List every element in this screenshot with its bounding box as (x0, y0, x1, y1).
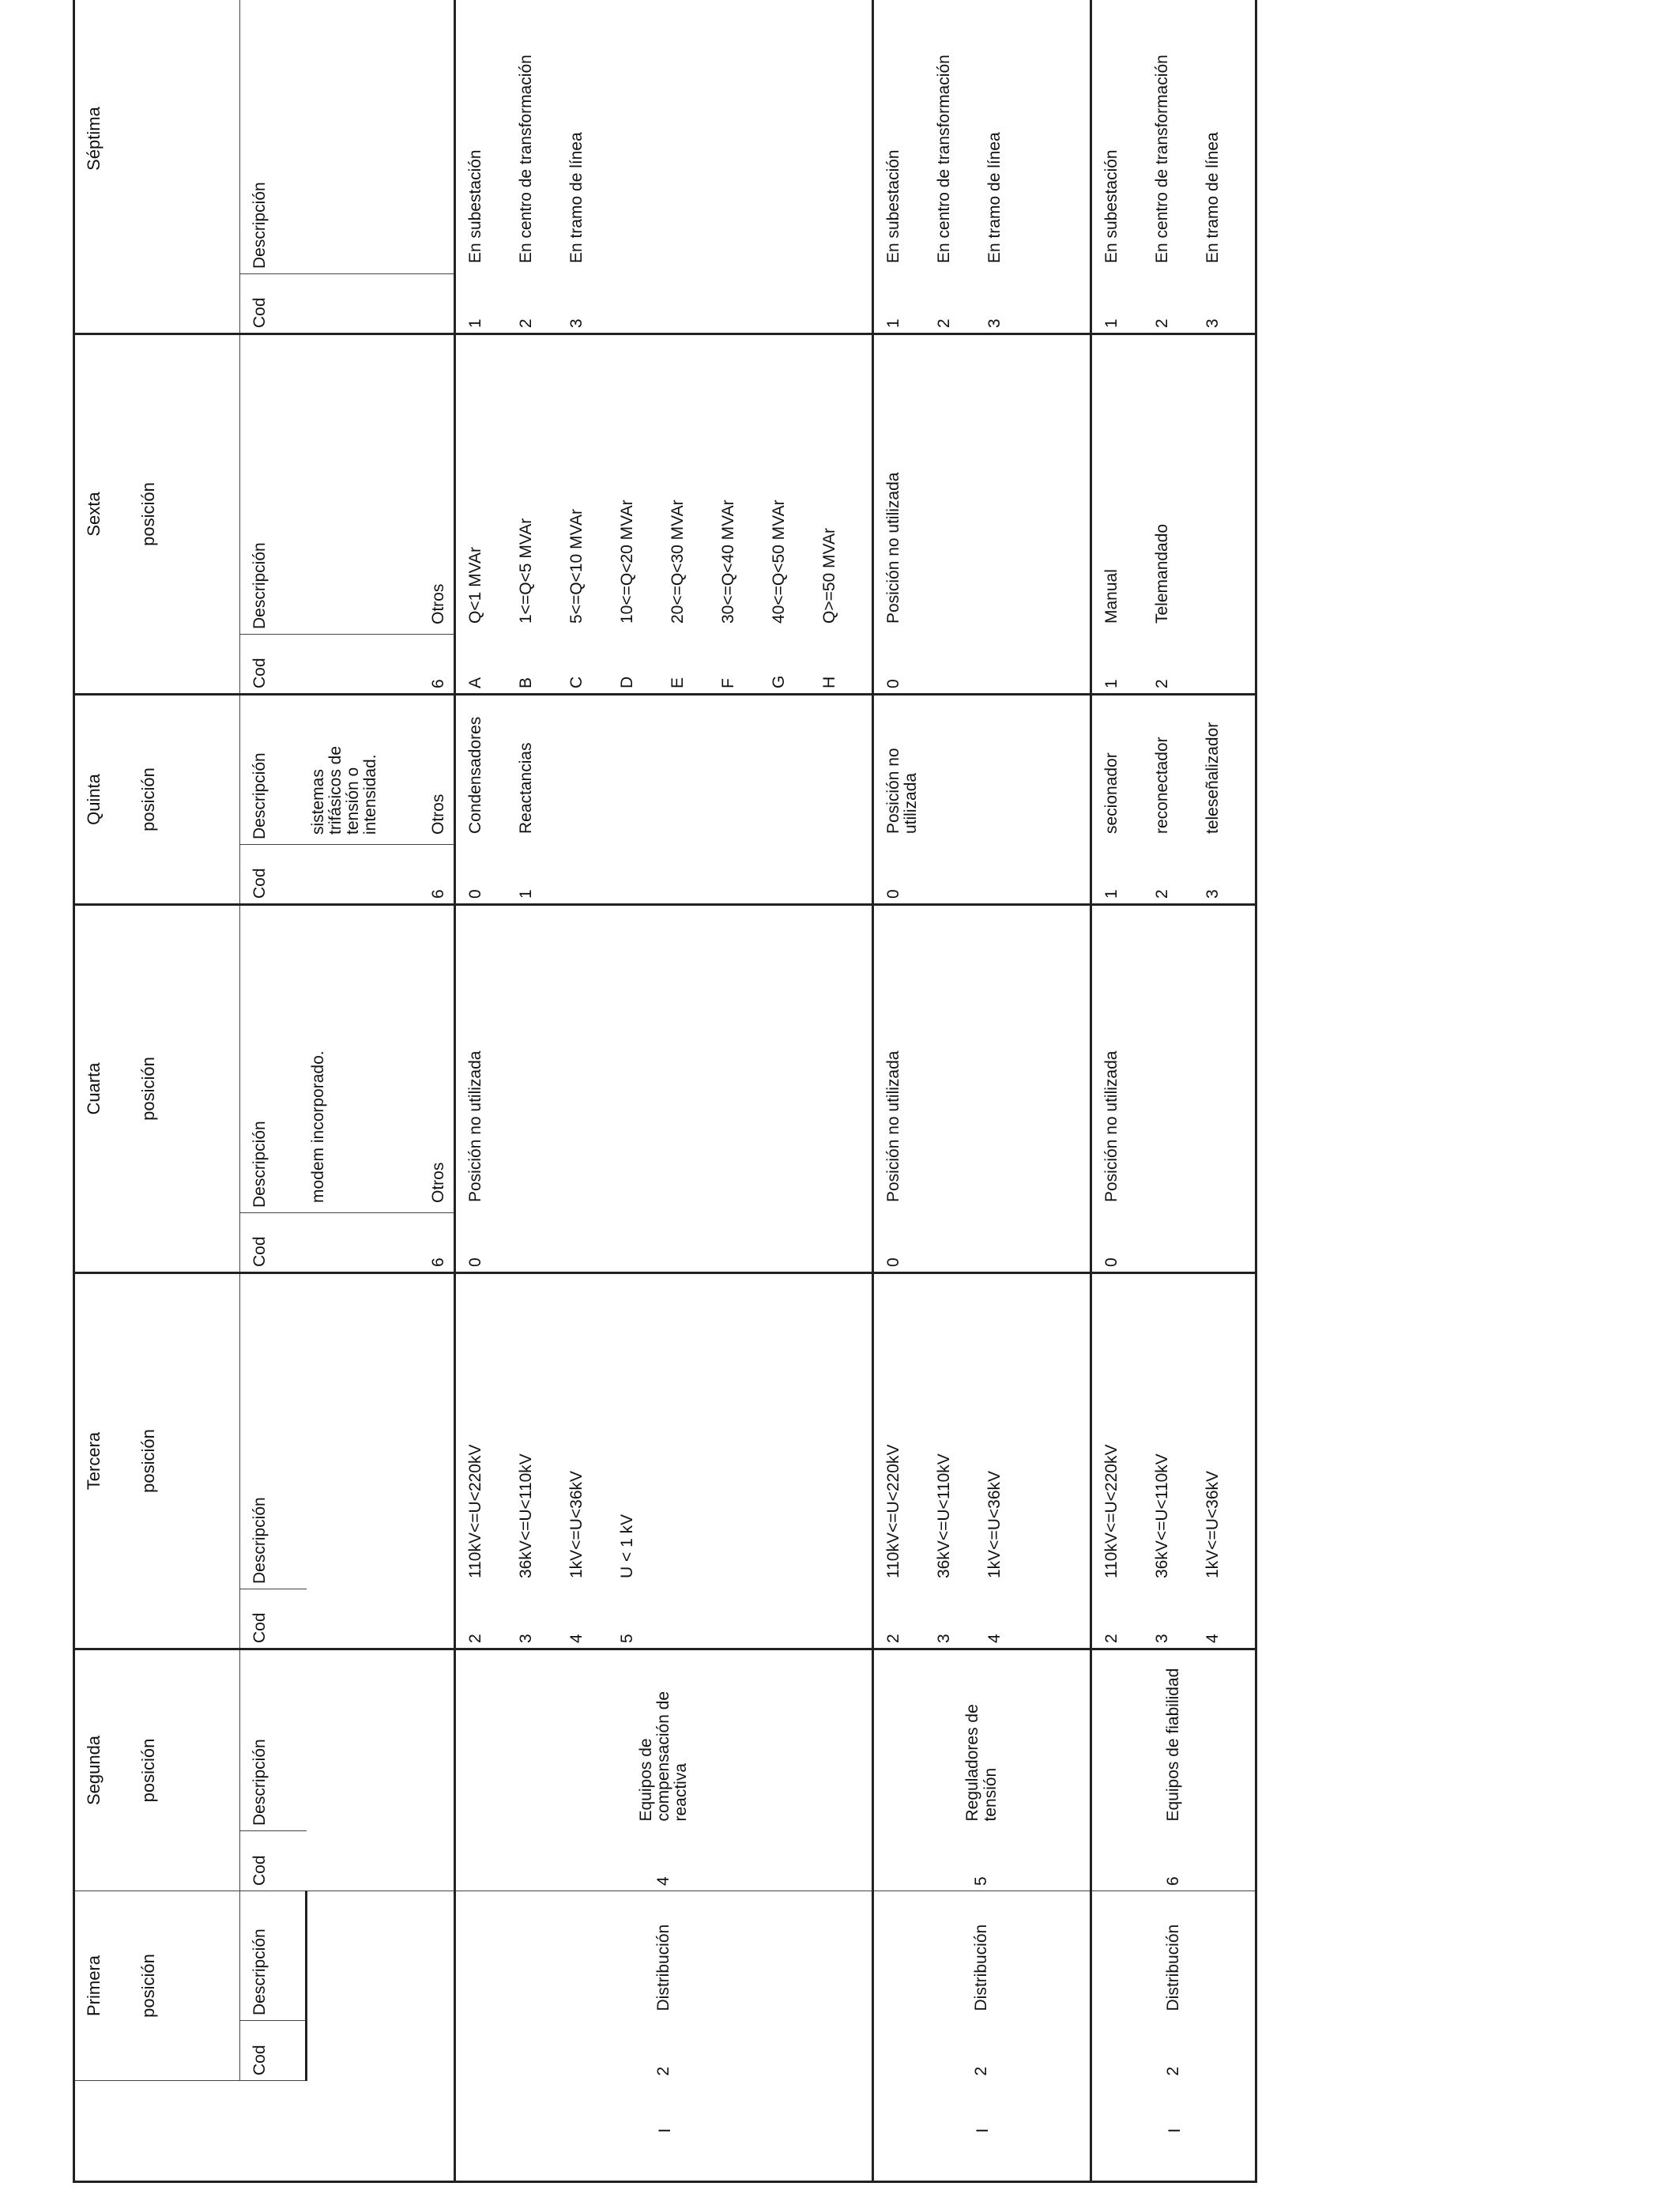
sexta-otros-code: 6 (428, 679, 447, 688)
septima-item-code: 2 (1153, 319, 1171, 328)
sexta-item (720, 335, 770, 693)
septima-list (455, 0, 873, 334)
sexta-list (873, 334, 1091, 695)
sexta-item-desc: Telemandado (1153, 523, 1171, 624)
sexta-item-code: D (618, 676, 636, 688)
col-desc: Descripción (240, 695, 307, 845)
table-row-group-3 (1091, 0, 1256, 2182)
sexta-item-code: B (517, 677, 535, 688)
quinta-item (1154, 696, 1204, 903)
septima-item (986, 0, 1037, 333)
cuarta-item-desc: Posición no utilizada (1102, 1050, 1121, 1202)
tercera-item-desc: 110kV<=U<220kV (884, 1444, 902, 1578)
header-sexta: Sexta posición (74, 334, 240, 695)
septima-item-desc: En centro de transformación (935, 55, 953, 263)
sexta-item-desc: 30<=Q<40 MVAr (719, 499, 737, 624)
header-row-columns (240, 0, 307, 2182)
col-cod: Cod (240, 1589, 307, 1649)
bar-marker: I (1091, 2081, 1256, 2182)
cuarta-continuation-text: modem incorporado. (308, 1050, 327, 1203)
header-primera: Primera posición (74, 1891, 240, 2081)
quinta-item (874, 696, 936, 903)
sexta-item-desc: Posición no utilizada (884, 472, 902, 624)
sexta-item-desc: 20<=Q<30 MVAr (669, 499, 687, 624)
tercera-item (936, 1274, 986, 1648)
septima-list (873, 0, 1091, 334)
tercera-item-code: 2 (884, 1634, 902, 1643)
sexta-item (568, 335, 619, 693)
p2-code: 5 (873, 1831, 1091, 1891)
header-segunda: Segunda posición (74, 1649, 240, 1891)
tercera-item-desc: 1kV<=U<36kV (985, 1470, 1004, 1578)
bar-header (74, 2081, 240, 2182)
sexta-item-code: 0 (884, 679, 902, 688)
sexta-item-desc: 5<=Q<10 MVAr (567, 509, 586, 624)
septima-list (1091, 0, 1256, 334)
col-desc: Descripción (240, 1273, 307, 1589)
quinta-item-desc: secionador (1102, 752, 1121, 834)
quinta-item (1204, 696, 1255, 903)
p1-desc: Distribución (455, 1891, 873, 2021)
header-septima: Séptima (74, 0, 240, 334)
quinta-item-code: 0 (884, 889, 902, 899)
sexta-item-desc: Manual (1102, 569, 1121, 624)
quinta-item-code: 3 (1203, 889, 1222, 899)
sexta-list (455, 334, 873, 695)
septima-item-code: 1 (1102, 319, 1121, 328)
tercera-item-desc: 36kV<=U<110kV (517, 1453, 535, 1578)
tercera-item-code: 4 (567, 1634, 586, 1643)
p2-desc: Reguladores de tensión (873, 1649, 1091, 1831)
p1-code: 2 (455, 2021, 873, 2081)
col-cod: Cod (240, 1831, 307, 1891)
p2-desc: Equipos de fiabilidad (1091, 1649, 1256, 1831)
table-row-group-1 (455, 0, 873, 2182)
septima-item (568, 0, 619, 333)
quinta-item-desc: reconectador (1153, 737, 1171, 834)
sexta-item-code: G (770, 675, 788, 688)
cuarta-item-code: 0 (466, 1257, 484, 1267)
tercera-item-code: 3 (935, 1634, 953, 1643)
quinta-otros: Otros (428, 794, 447, 835)
col-desc: Descripción (240, 1649, 307, 1831)
tercera-item-desc: 36kV<=U<110kV (935, 1453, 953, 1578)
sexta-item (619, 335, 669, 693)
cuarta-item-code: 0 (884, 1257, 902, 1267)
p1-code: 2 (1091, 2021, 1256, 2081)
sexta-item-code: 2 (1153, 679, 1171, 688)
tercera-item-desc: 110kV<=U<220kV (1102, 1444, 1121, 1578)
septima-item-desc: En tramo de línea (567, 132, 586, 263)
cuarta-item-code: 0 (1102, 1257, 1121, 1267)
tercera-item (1154, 1274, 1204, 1648)
tercera-item-code: 2 (1102, 1634, 1121, 1643)
cuarta-list (873, 905, 1091, 1273)
tercera-item (518, 1274, 568, 1648)
quinta-item-code: 1 (1102, 889, 1121, 899)
tercera-item-code: 5 (618, 1634, 636, 1643)
cuarta-item (456, 906, 518, 1272)
septima-item-desc: En centro de transformación (1153, 55, 1171, 263)
position-code-table (73, 0, 1257, 2183)
tercera-list (873, 1273, 1091, 1649)
header-row-positions (74, 0, 240, 2182)
quinta-list (873, 695, 1091, 905)
sexta-item-code: A (466, 677, 484, 688)
sexta-item-code: F (719, 678, 737, 688)
continuation-row (307, 0, 455, 2182)
sexta-list (1091, 334, 1256, 695)
septima-item (1204, 0, 1255, 333)
septima-item-desc: En subestación (1102, 149, 1121, 263)
quinta-otros-code: 6 (428, 889, 447, 899)
septima-item (1092, 0, 1154, 333)
tercera-item-desc: U < 1 kV (618, 1514, 636, 1578)
septima-item-desc: En subestación (466, 149, 484, 263)
cuarta-item-desc: Posición no utilizada (466, 1050, 484, 1202)
tercera-item-desc: 36kV<=U<110kV (1153, 1453, 1171, 1578)
tercera-item (456, 1274, 518, 1648)
cuarta-list (455, 905, 873, 1273)
col-desc: Descripción (240, 905, 307, 1213)
sexta-item (669, 335, 720, 693)
tercera-item-code: 2 (466, 1634, 484, 1643)
col-cod: Cod (240, 635, 307, 695)
septima-item-desc: En tramo de línea (1203, 132, 1222, 263)
tercera-item-code: 3 (517, 1634, 535, 1643)
tercera-item-code: 4 (985, 1634, 1004, 1643)
quinta-item-desc: Reactancias (517, 742, 535, 834)
tercera-item-desc: 1kV<=U<36kV (567, 1470, 586, 1578)
bar-marker: I (873, 2081, 1091, 2182)
sexta-item-desc: 40<=Q<50 MVAr (770, 499, 788, 624)
sexta-otros: Otros (428, 583, 447, 624)
tercera-item (568, 1274, 619, 1648)
sexta-item-code: H (820, 676, 838, 688)
sexta-item (1154, 335, 1204, 693)
septima-item-code: 3 (1203, 319, 1222, 328)
p2-code: 6 (1091, 1831, 1256, 1891)
tercera-list (455, 1273, 873, 1649)
header-tercera: Tercera posición (74, 1273, 240, 1649)
sexta-item (770, 335, 821, 693)
bar-marker: I (455, 2081, 873, 2182)
tercera-item-code: 3 (1153, 1634, 1171, 1643)
col-desc: Descripción (240, 0, 307, 274)
tercera-item (1204, 1274, 1255, 1648)
quinta-item (518, 696, 568, 903)
col-desc: Descripción (240, 334, 307, 635)
p1-desc: Distribución (873, 1891, 1091, 2021)
sexta-item-code: 1 (1102, 679, 1121, 688)
cuarta-otros-code: 6 (428, 1257, 447, 1267)
quinta-item-desc: teleseñalizador (1203, 722, 1222, 834)
tercera-item-desc: 110kV<=U<220kV (466, 1444, 484, 1578)
sexta-item (874, 335, 936, 693)
p1-code: 2 (873, 2021, 1091, 2081)
tercera-item-code: 4 (1203, 1634, 1222, 1643)
header-cuarta: Cuarta posición (74, 905, 240, 1273)
p2-code: 4 (455, 1831, 873, 1891)
quinta-item-code: 2 (1153, 889, 1171, 899)
septima-item-code: 2 (935, 319, 953, 328)
cuarta-item-desc: Posición no utilizada (884, 1050, 902, 1202)
septima-item (1154, 0, 1204, 333)
col-cod: Cod (240, 845, 307, 905)
col-cod: Cod (240, 1213, 307, 1273)
sexta-item (456, 335, 518, 693)
septima-item (936, 0, 986, 333)
col-desc: Descripción (240, 1891, 307, 2021)
septima-item-desc: En centro de transformación (517, 55, 535, 263)
sexta-item (821, 335, 872, 693)
cuarta-item (874, 906, 936, 1272)
sexta-item-desc: Q<1 MVAr (466, 546, 484, 624)
col-cod: Cod (240, 2021, 307, 2081)
tercera-item (874, 1274, 936, 1648)
quinta-list (455, 695, 873, 905)
cuarta-otros: Otros (428, 1162, 447, 1203)
septima-item (518, 0, 568, 333)
quinta-list (1091, 695, 1256, 905)
sexta-item-desc: Q>=50 MVAr (820, 528, 838, 624)
sexta-item-desc: 10<=Q<20 MVAr (618, 499, 636, 624)
header-quinta: Quinta posición (74, 695, 240, 905)
quinta-item-code: 0 (466, 889, 484, 899)
septima-item-code: 1 (884, 319, 902, 328)
sexta-item (518, 335, 568, 693)
quinta-item-code: 1 (517, 889, 535, 899)
tercera-item (619, 1274, 669, 1648)
col-cod: Cod (240, 274, 307, 334)
quinta-continuation-text: sistemas trifásicos de tensión o intensidad. (308, 745, 379, 835)
p2-desc: Equipos de compensación de reactiva (455, 1649, 873, 1831)
table-row-group-2 (873, 0, 1091, 2182)
quinta-item (456, 696, 518, 903)
septima-item-code: 1 (466, 319, 484, 328)
septima-item (456, 0, 518, 333)
sexta-item-desc: 1<=Q<5 MVAr (517, 518, 535, 624)
septima-item-code: 3 (985, 319, 1004, 328)
sexta-item-code: E (669, 677, 687, 688)
septima-item-desc: En tramo de línea (985, 132, 1004, 263)
tercera-item (1092, 1274, 1154, 1648)
tercera-list (1091, 1273, 1256, 1649)
septima-item-desc: En subestación (884, 149, 902, 263)
cuarta-list (1091, 905, 1256, 1273)
rotated-table-page (73, 8, 1222, 2183)
p1-desc: Distribución (1091, 1891, 1256, 2021)
cuarta-item (1092, 906, 1154, 1272)
tercera-item-desc: 1kV<=U<36kV (1203, 1470, 1222, 1578)
septima-item-code: 2 (517, 319, 535, 328)
sexta-item-code: C (567, 676, 586, 688)
septima-item-code: 3 (567, 319, 586, 328)
sexta-item (1092, 335, 1154, 693)
quinta-item (1092, 696, 1154, 903)
quinta-item-desc: Condensadores (466, 716, 484, 834)
septima-item (874, 0, 936, 333)
tercera-item (986, 1274, 1037, 1648)
quinta-item-desc: Posición no utilizada (884, 748, 921, 834)
